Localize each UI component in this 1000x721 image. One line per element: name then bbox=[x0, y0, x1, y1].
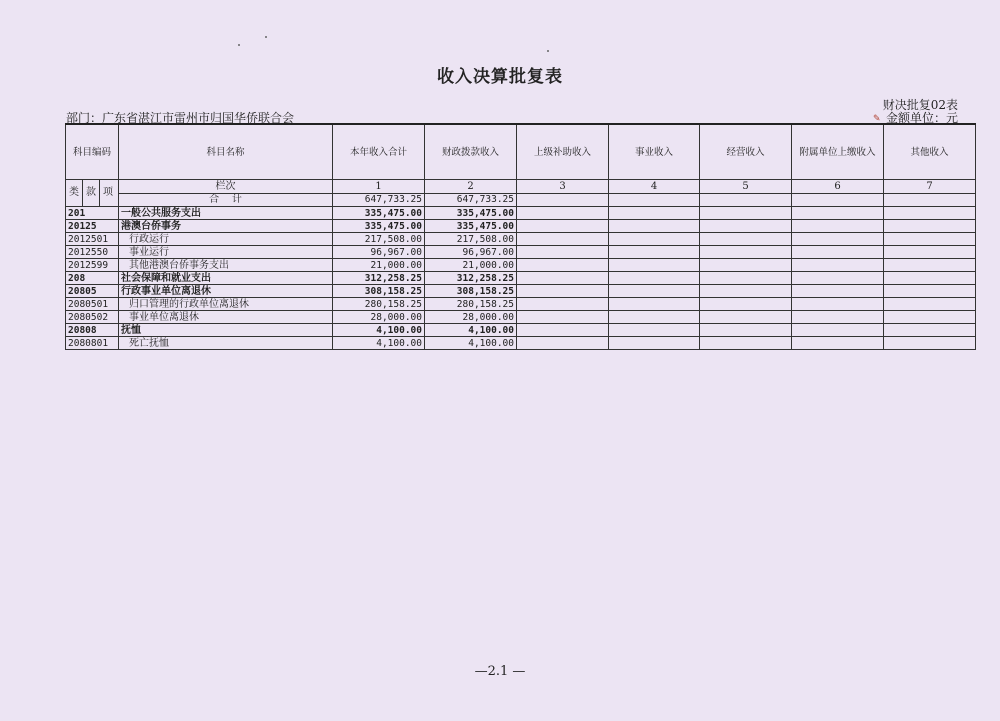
row-name: 行政运行 bbox=[119, 233, 333, 246]
column-number: 7 bbox=[884, 180, 976, 194]
row-value-1: 28,000.00 bbox=[333, 311, 425, 324]
column-label: 栏次 bbox=[119, 180, 333, 194]
total-value-1: 647,733.25 bbox=[333, 193, 425, 207]
column-number: 3 bbox=[517, 180, 609, 194]
column-number: 1 bbox=[333, 180, 425, 194]
row-code: 2080502 bbox=[66, 311, 119, 324]
scan-speck bbox=[265, 36, 267, 38]
table-row bbox=[66, 246, 976, 259]
row-name: 社会保障和就业支出 bbox=[119, 272, 333, 285]
row-value-1: 335,475.00 bbox=[333, 220, 425, 233]
header-row bbox=[66, 124, 976, 180]
sub-header-kuan: 款 bbox=[83, 180, 100, 206]
row-code: 20808 bbox=[66, 324, 119, 337]
column-number: 4 bbox=[609, 180, 700, 194]
income-table bbox=[65, 123, 976, 350]
page-number: —2.1 — bbox=[474, 664, 526, 679]
row-code: 201 bbox=[66, 207, 119, 220]
header-col-2: 财政拨款收入 bbox=[425, 124, 517, 180]
row-value-2: 280,158.25 bbox=[425, 298, 517, 311]
header-col-5: 经营收入 bbox=[700, 124, 792, 180]
row-code: 2012599 bbox=[66, 259, 119, 272]
row-value-1: 335,475.00 bbox=[333, 207, 425, 220]
row-code: 20125 bbox=[66, 220, 119, 233]
row-value-1: 217,508.00 bbox=[333, 233, 425, 246]
row-code: 2080801 bbox=[66, 337, 119, 350]
department-label: 部门：广东省湛江市雷州市归国华侨联合会 bbox=[66, 111, 295, 125]
row-value-1: 312,258.25 bbox=[333, 272, 425, 285]
row-code: 20805 bbox=[66, 285, 119, 298]
column-number: 6 bbox=[792, 180, 884, 194]
table-row bbox=[66, 311, 976, 324]
pen-mark: ✎ bbox=[873, 114, 881, 124]
row-value-2: 308,158.25 bbox=[425, 285, 517, 298]
row-name: 事业运行 bbox=[119, 246, 333, 259]
row-value-2: 28,000.00 bbox=[425, 311, 517, 324]
row-value-2: 4,100.00 bbox=[425, 337, 517, 350]
row-value-2: 335,475.00 bbox=[425, 220, 517, 233]
row-name: 死亡抚恤 bbox=[119, 337, 333, 350]
row-value-2: 96,967.00 bbox=[425, 246, 517, 259]
row-value-2: 312,258.25 bbox=[425, 272, 517, 285]
row-value-1: 280,158.25 bbox=[333, 298, 425, 311]
header-col-1: 本年收入合计 bbox=[333, 124, 425, 180]
sub-header-cell bbox=[66, 180, 119, 207]
row-value-2: 21,000.00 bbox=[425, 259, 517, 272]
unit-label: 金额单位：元 bbox=[885, 111, 958, 125]
sub-header-xiang: 项 bbox=[103, 187, 113, 198]
row-value-1: 21,000.00 bbox=[333, 259, 425, 272]
scan-speck bbox=[238, 44, 240, 46]
scan-speck bbox=[547, 50, 549, 52]
page-title: 收入决算批复表 bbox=[437, 67, 563, 87]
row-name: 港澳台侨事务 bbox=[119, 220, 333, 233]
table-row bbox=[66, 207, 976, 220]
header-code: 科目编码 bbox=[66, 124, 119, 180]
table-row bbox=[66, 259, 976, 272]
row-name: 其他港澳台侨事务支出 bbox=[119, 259, 333, 272]
column-number: 5 bbox=[700, 180, 792, 194]
table-row bbox=[66, 324, 976, 337]
row-value-2: 217,508.00 bbox=[425, 233, 517, 246]
total-label: 合 计 bbox=[119, 193, 333, 207]
row-name: 事业单位离退休 bbox=[119, 311, 333, 324]
row-value-1: 4,100.00 bbox=[333, 324, 425, 337]
row-code: 2012501 bbox=[66, 233, 119, 246]
row-value-2: 335,475.00 bbox=[425, 207, 517, 220]
sub-header-lei: 类 bbox=[66, 180, 83, 206]
total-value-2: 647,733.25 bbox=[425, 193, 517, 207]
row-code: 2012550 bbox=[66, 246, 119, 259]
row-code: 208 bbox=[66, 272, 119, 285]
table-row bbox=[66, 233, 976, 246]
row-name: 一般公共服务支出 bbox=[119, 207, 333, 220]
table-row bbox=[66, 285, 976, 298]
header-col-4: 事业收入 bbox=[609, 124, 700, 180]
header-name: 科目名称 bbox=[119, 124, 333, 180]
column-number-row bbox=[66, 180, 976, 194]
row-name: 行政事业单位离退休 bbox=[119, 285, 333, 298]
row-code: 2080501 bbox=[66, 298, 119, 311]
total-row bbox=[66, 193, 976, 207]
table-row bbox=[66, 337, 976, 350]
header-col-6: 附属单位上缴收入 bbox=[792, 124, 884, 180]
row-name: 抚恤 bbox=[119, 324, 333, 337]
row-value-1: 96,967.00 bbox=[333, 246, 425, 259]
header-col-3: 上级补助收入 bbox=[517, 124, 609, 180]
header-col-7: 其他收入 bbox=[884, 124, 976, 180]
row-value-2: 4,100.00 bbox=[425, 324, 517, 337]
row-name: 归口管理的行政单位离退休 bbox=[119, 298, 333, 311]
table-row bbox=[66, 298, 976, 311]
row-value-1: 4,100.00 bbox=[333, 337, 425, 350]
form-code: 财决批复02表 bbox=[882, 98, 958, 112]
column-number: 2 bbox=[425, 180, 517, 194]
row-value-1: 308,158.25 bbox=[333, 285, 425, 298]
table-row bbox=[66, 272, 976, 285]
table-row bbox=[66, 220, 976, 233]
